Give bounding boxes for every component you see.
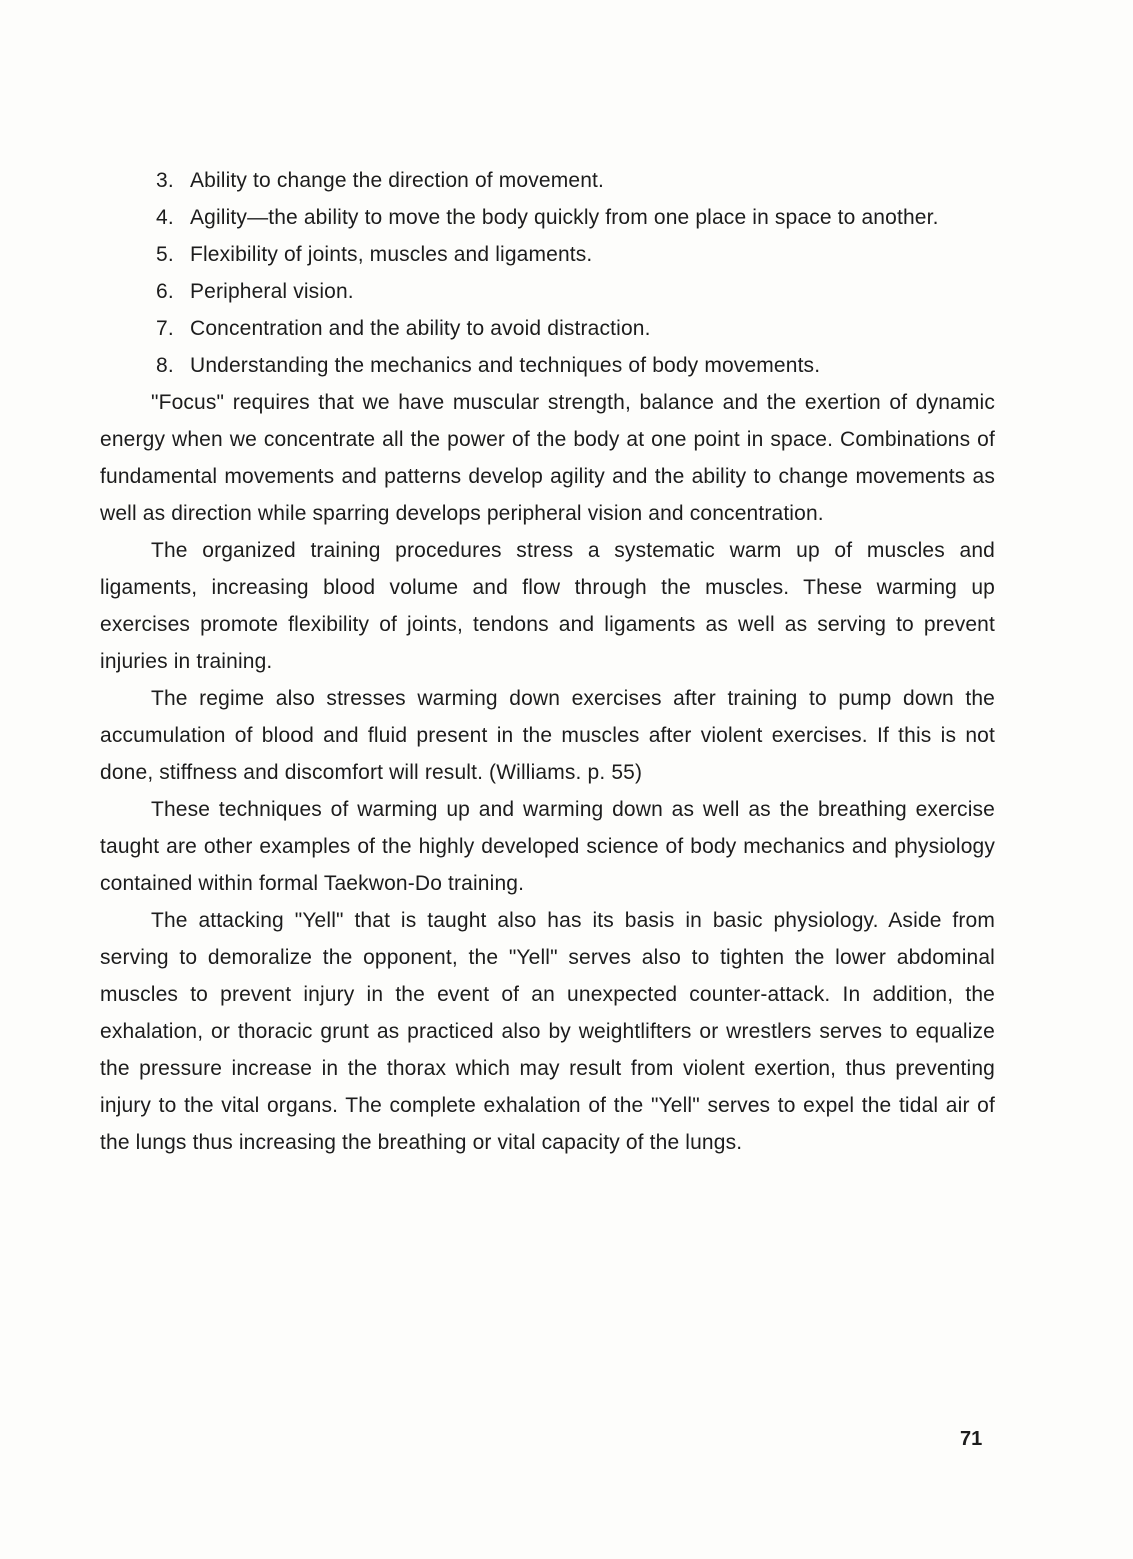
list-item [100, 310, 995, 347]
list-item-text: Understanding the mechanics and techniques of body movements. [190, 354, 821, 377]
paragraph-body-mechanics: These techniques of warming up and warming down as well as the breathing exercise taught are other examples of the highly developed science of body mechanics and physiology contained within formal Taekwon-Do training. [100, 798, 995, 895]
list-item [100, 199, 995, 236]
paragraph-warm-down: The regime also stresses warming down exercises after training to pump down the accumulation of blood and fluid present in the muscles after violent exercises. If this is not done, stiffness and discomfort will result. (Williams. p. 55) [100, 687, 995, 784]
list-item-text: Peripheral vision. [190, 280, 354, 303]
list-item [100, 273, 995, 310]
paragraph-yell: The attacking "Yell" that is taught also has its basis in basic physiology. Aside from serving to demoralize the opponent, the "Yell" serves also to tighten the lower abdominal muscles to prevent injury in the event of an unexpected counter-attack. In addition, the exhalation, or thoracic grunt as practiced also by weightlifters or wrestlers serves to equalize the pressure increase in the thorax which may result from violent exertion, thus preventing injury to the vital organs. The complete exhalation of the "Yell" serves to expel the tidal air of the lungs thus increasing the breathing or vital capacity of the lungs. [100, 909, 995, 1154]
page-number: 71 [960, 1428, 983, 1450]
list-item [100, 347, 995, 384]
list-item-text: Ability to change the direction of movement. [190, 169, 604, 192]
list-item-text: Agility—the ability to move the body quickly from one place in space to another. [190, 206, 939, 229]
list-item [100, 236, 995, 273]
list-item-number: 4. [156, 206, 174, 229]
list-item-text: Flexibility of joints, muscles and ligaments. [190, 243, 593, 266]
list-item-number: 7. [156, 317, 174, 340]
list-item-number: 5. [156, 243, 174, 266]
paragraph-warm-up: The organized training procedures stress a systematic warm up of muscles and ligaments, increasing blood volume and flow through the muscles. These warming up exercises promote flexibility of joints, tendons and ligaments as well as serving to prevent injuries in training. [100, 539, 995, 673]
paragraph-focus: "Focus" requires that we have muscular strength, balance and the exertion of dynamic energy when we concentrate all the power of the body at one point in space. Combinations of fundamental movements and patterns develop agility and the ability to change movements as well as direction while sparring develops peripheral vision and concentration. [100, 391, 995, 525]
body-text [100, 162, 995, 1161]
list-item-number: 6. [156, 280, 174, 303]
list-item-number: 8. [156, 354, 174, 377]
list-item [100, 162, 995, 199]
numbered-list [100, 162, 995, 384]
list-item-text: Concentration and the ability to avoid distraction. [190, 317, 651, 340]
list-item-number: 3. [156, 169, 174, 192]
